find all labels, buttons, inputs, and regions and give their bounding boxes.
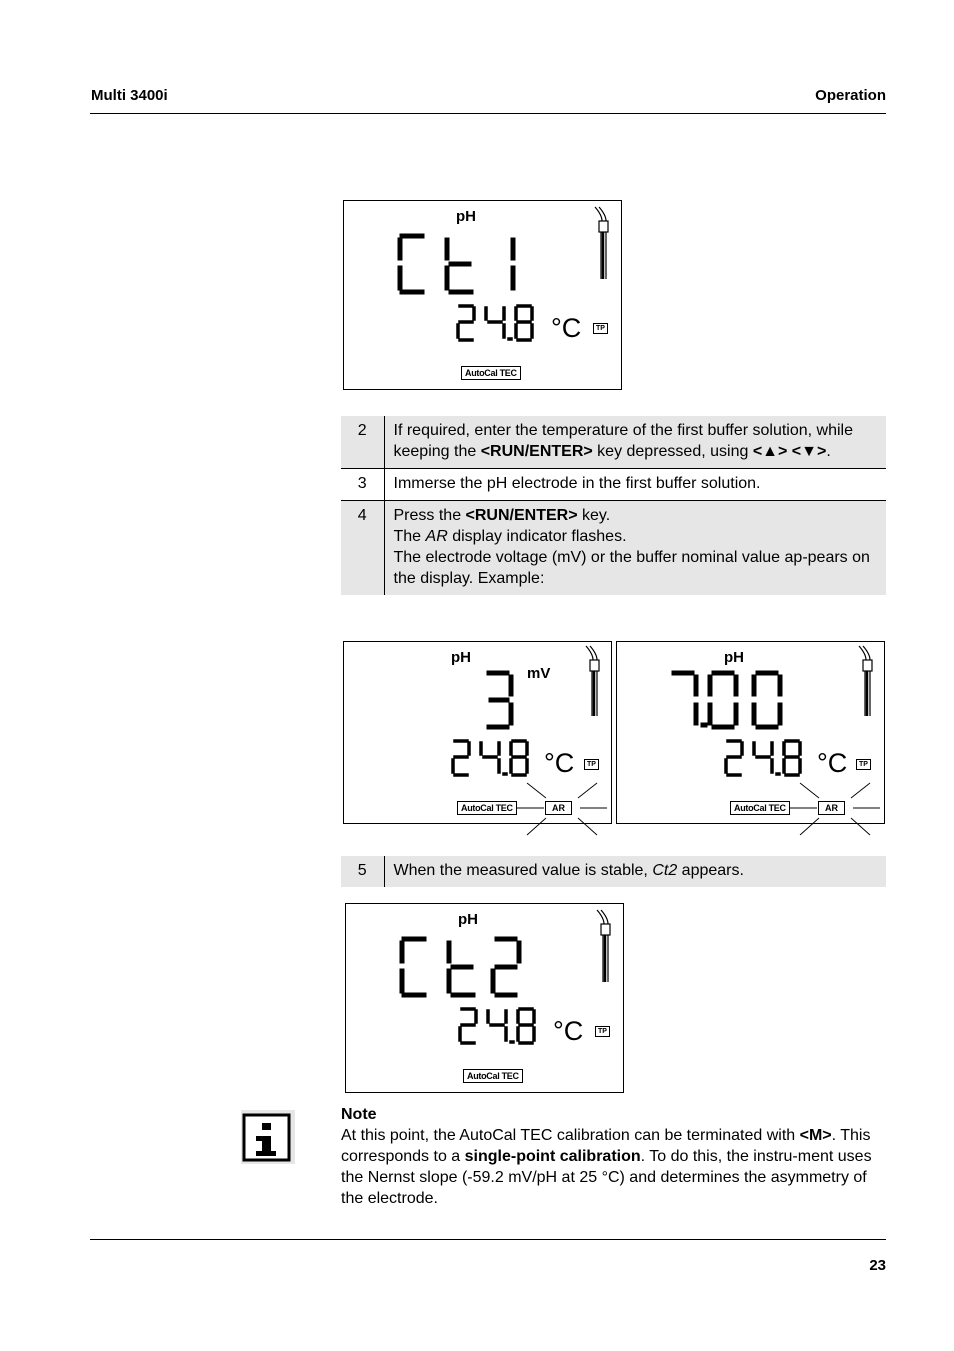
info-icon: [241, 1110, 295, 1164]
steps-table-2: [341, 856, 886, 887]
unit-ph-label: pH: [456, 208, 476, 225]
autocal-tec-indicator: AutoCal TEC: [461, 366, 521, 380]
step-row: [341, 469, 886, 501]
step-text: Immerse the pH electrode in the first buffer solution.: [384, 469, 886, 501]
key-m: <M>: [799, 1127, 832, 1144]
note-text-part: . To do this, the instru-ment uses the Nernst slope (-59.2 mV/pH at 25 °C) and determines the asymmetry of the electrode.: [341, 1148, 872, 1207]
tp-indicator: TP: [595, 1026, 610, 1037]
lcd-display-ph: [616, 641, 885, 824]
header-section: Operation: [815, 87, 886, 104]
step-row: [341, 856, 886, 887]
unit-ph-label: pH: [451, 649, 471, 666]
step-text-part: If required, enter the temperature of the first buffer solution, while keeping the: [393, 422, 854, 460]
header-product: Multi 3400i: [91, 87, 168, 104]
step-number: 2: [341, 416, 384, 469]
note-text-part: . This corresponds to a: [341, 1127, 871, 1165]
lcd-segments: [346, 904, 623, 1092]
lcd-segments: [344, 201, 621, 389]
note-block: [341, 1104, 886, 1209]
step-text: [384, 501, 886, 596]
autocal-tec-indicator: AutoCal TEC: [457, 801, 517, 815]
autocal-tec-indicator: AutoCal TEC: [463, 1069, 523, 1083]
note-text-part: At this point, the AutoCal TEC calibration can be terminated with: [341, 1127, 800, 1144]
step-number: 4: [341, 501, 384, 596]
ar-indicator: AR: [818, 801, 845, 815]
lcd-display-mv: [343, 641, 612, 824]
ar-indicator-ref: AR: [425, 528, 448, 545]
lcd-display-ct1: [343, 200, 622, 390]
step-text-part: The electrode voltage (mV) or the buffer nominal value ap-pears on the display. Example:: [393, 549, 870, 587]
step-text-part: The: [393, 528, 426, 545]
temperature-unit: °C: [551, 313, 582, 343]
step-row: [341, 416, 886, 469]
tp-indicator: TP: [856, 759, 871, 770]
note-text: [341, 1125, 886, 1209]
unit-mv-label: mV: [527, 665, 551, 682]
lcd-display-ct2: [345, 903, 624, 1093]
lcd-segments: [344, 642, 613, 847]
step-text-part: .: [826, 443, 831, 460]
unit-ph-label: pH: [724, 649, 744, 666]
single-point-calibration-term: single-point calibration: [464, 1148, 641, 1165]
temperature-unit: °C: [553, 1016, 584, 1046]
unit-ph-label: pH: [458, 911, 478, 928]
page-number: 23: [869, 1257, 886, 1274]
step-text-part: key depressed, using: [592, 443, 753, 460]
step-text: [384, 856, 886, 887]
step-text: [384, 416, 886, 469]
note-title: Note: [341, 1106, 377, 1123]
step-text-part: display indicator flashes.: [447, 528, 627, 545]
step-text-part: key.: [577, 507, 611, 524]
ct2-ref: Ct2: [652, 862, 678, 879]
step-number: 3: [341, 469, 384, 501]
key-arrows: <▲> <▼>: [752, 443, 827, 460]
key-run-enter: <RUN/ENTER>: [480, 443, 593, 460]
lcd-segments: [617, 642, 886, 847]
header-rule: [90, 113, 886, 114]
key-run-enter: <RUN/ENTER>: [465, 507, 578, 524]
temperature-unit: °C: [817, 748, 848, 778]
temperature-unit: °C: [544, 748, 575, 778]
tp-indicator: TP: [593, 323, 608, 334]
step-text-part: When the measured value is stable,: [393, 862, 653, 879]
autocal-tec-indicator: AutoCal TEC: [730, 801, 790, 815]
tp-indicator: TP: [584, 759, 599, 770]
ar-indicator: AR: [545, 801, 572, 815]
footer-rule: [90, 1239, 886, 1240]
step-row: [341, 501, 886, 596]
steps-table-1: [341, 416, 886, 595]
step-text-part: Press the: [393, 507, 466, 524]
step-text-part: appears.: [677, 862, 744, 879]
step-number: 5: [341, 856, 384, 887]
